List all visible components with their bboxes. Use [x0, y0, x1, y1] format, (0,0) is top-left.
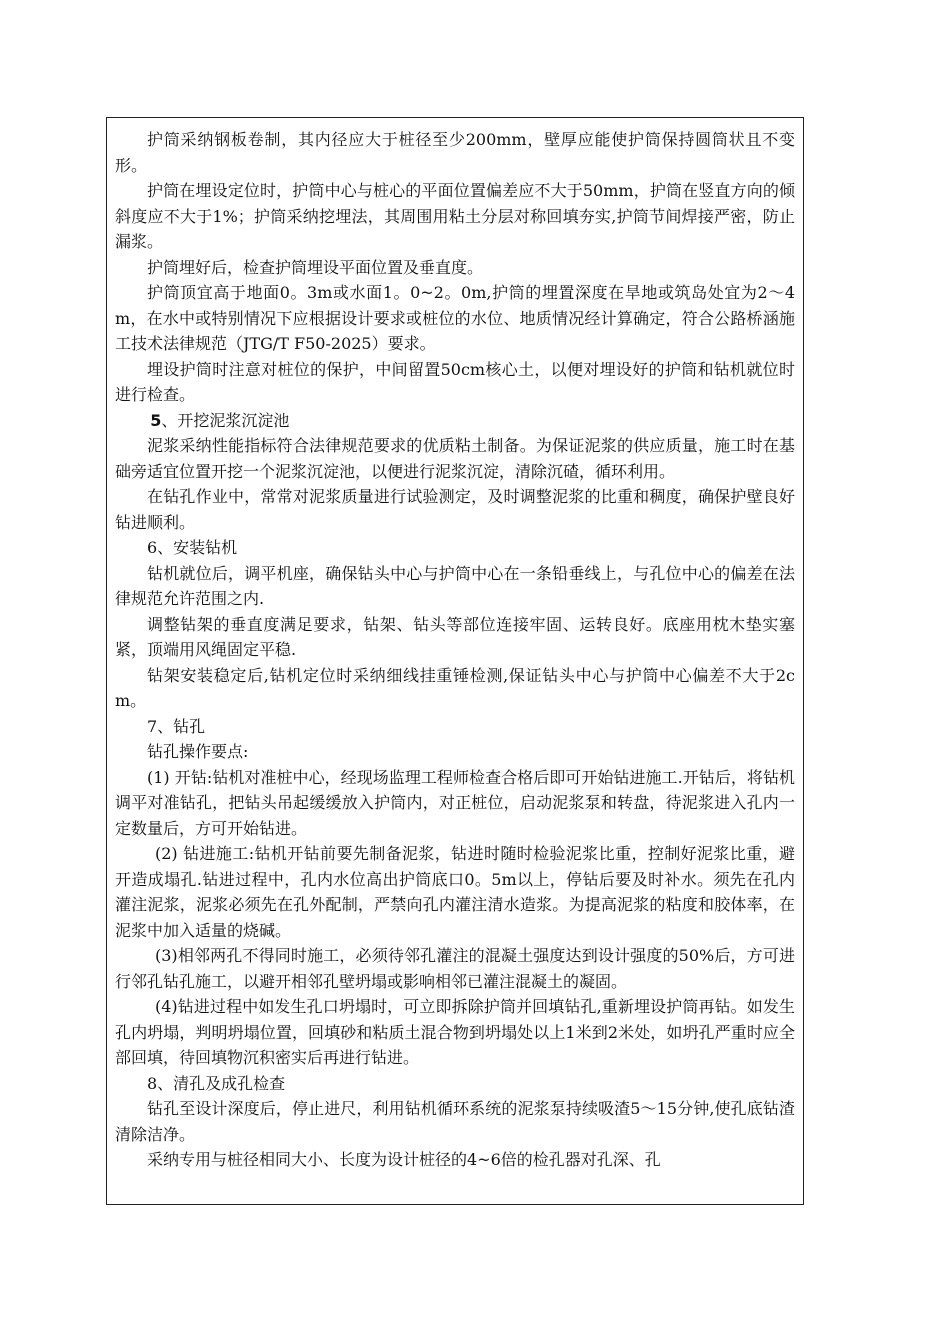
paragraph-adjacent-holes: (3)相邻两孔不得同时施工，必须待邻孔灌注的混凝土强度达到设计强度的50%后，方可进行邻孔钻孔施工，以避开相邻孔壁坍塌或影响相邻已灌注混凝土的凝固。	[115, 946, 795, 991]
paragraph-drilling-construction: (2) 钻进施工:钻机开钻前要先制备泥浆，钻进时随时检验泥浆比重，控制好泥浆比重，避开造成塌孔.钻进过程中，孔内水位高出护筒底口0。5m以上，停钻后要及时补水。须先在孔内灌注泥浆，泥浆必须先在孔外配制，严禁向孔内灌注清水造浆。为提高泥浆的粘度和胶体率，在泥浆中加入适量的烧碱。	[115, 844, 795, 940]
paragraph-casing-positioning: 护筒在埋设定位时，护筒中心与桩心的平面位置偏差应不大于50mm，护筒在竖直方向的倾斜度应不大于1%；护筒采纳挖埋法，其周围用粘土分层对称回填夯实,护筒节间焊接严密，防止漏浆。	[115, 181, 795, 251]
section-heading-7: 7、钻孔	[147, 716, 206, 736]
paragraph-casing-top-height: 护筒顶宜高于地面0。3m或水面1。0~2。0m,护筒的埋置深度在旱地或筑岛处宜为2～4m，在水中或特别情况下应根据设计要求或桩位的水位、地质情况经计算确定，符合公路桥涵施工技术法律规范（JTG/T F50-2025）要求。	[115, 283, 795, 353]
paragraph-rig-plumb-check: 钻架安装稳定后,钻机定位时采纳细线挂重锤检测,保证钻头中心与护筒中心偏差不大于2cm。	[115, 665, 795, 710]
paragraph-collapse-handling: (4)钻进过程中如发生孔口坍塌时，可立即拆除护筒并回填钻孔,重新埋设护筒再钻。如发生孔内坍塌，判明坍塌位置，回填砂和粘质土混合物到坍塌处以上1米到2米处，如坍孔严重时应全部回填，待回填物沉积密实后再进行钻进。	[115, 997, 795, 1067]
paragraph-casing-material: 护筒采纳钢板卷制，其内径应大于桩径至少200mm，壁厚应能使护筒保持圆筒状且不变形。	[115, 130, 795, 175]
section-heading-8: 8、清孔及成孔检查	[147, 1073, 286, 1093]
paragraph-hole-cleaning: 钻孔至设计深度后，停止进尺，利用钻机循环系统的泥浆泵持续吸渣5～15分钟,使孔底钻渣清除洁净。	[115, 1099, 795, 1144]
paragraph-hole-inspection: 采纳专用与桩径相同大小、长度为设计桩径的4~6倍的检孔器对孔深、孔	[147, 1150, 661, 1169]
section-heading-5	[115, 408, 795, 434]
section-number: 5	[150, 410, 162, 430]
document-table-cell	[106, 117, 804, 1205]
document-body	[115, 127, 795, 1173]
paragraph-drilling-points: 钻孔操作要点:	[147, 742, 249, 761]
paragraph-mud-preparation: 泥浆采纳性能指标符合法律规范要求的优质粘土制备。为保证泥浆的供应质量，施工时在基础旁适宜位置开挖一个泥浆沉淀池，以便进行泥浆沉淀，清除沉碴，循环利用。	[115, 436, 795, 481]
paragraph-casing-protection: 埋设护筒时注意对桩位的保护，中间留置50cm核心土，以便对埋设好的护筒和钻机就位时进行检查。	[115, 359, 795, 404]
paragraph-rig-verticality: 调整钻架的垂直度满足要求，钻架、钻头等部位连接牢固、运转良好。底座用枕木垫实塞紧，顶端用风绳固定平稳.	[115, 614, 795, 659]
section-heading-6: 6、安装钻机	[147, 538, 238, 557]
paragraph-rig-leveling: 钻机就位后，调平机座，确保钻头中心与护筒中心在一条铅垂线上，与孔位中心的偏差在法律规范允许范围之内.	[115, 563, 795, 608]
paragraph-casing-check: 护筒埋好后，检查护筒埋设平面位置及垂直度。	[147, 257, 484, 277]
paragraph-mud-testing: 在钻孔作业中，常常对泥浆质量进行试验测定，及时调整泥浆的比重和稠度，确保护壁良好钻进顺利。	[115, 487, 795, 532]
paragraph-drilling-start: (1) 开钻:钻机对准桩中心，经现场监理工程师检查合格后即可开始钻进施工.开钻后，将钻机调平对准钻孔，把钻头吊起缓缓放入护筒内，对正桩位，启动泥浆泵和转盘，待泥浆进入孔内一定数量后，方可开始钻进。	[115, 767, 795, 838]
section-title: 、开挖泥浆沉淀池	[161, 410, 290, 430]
